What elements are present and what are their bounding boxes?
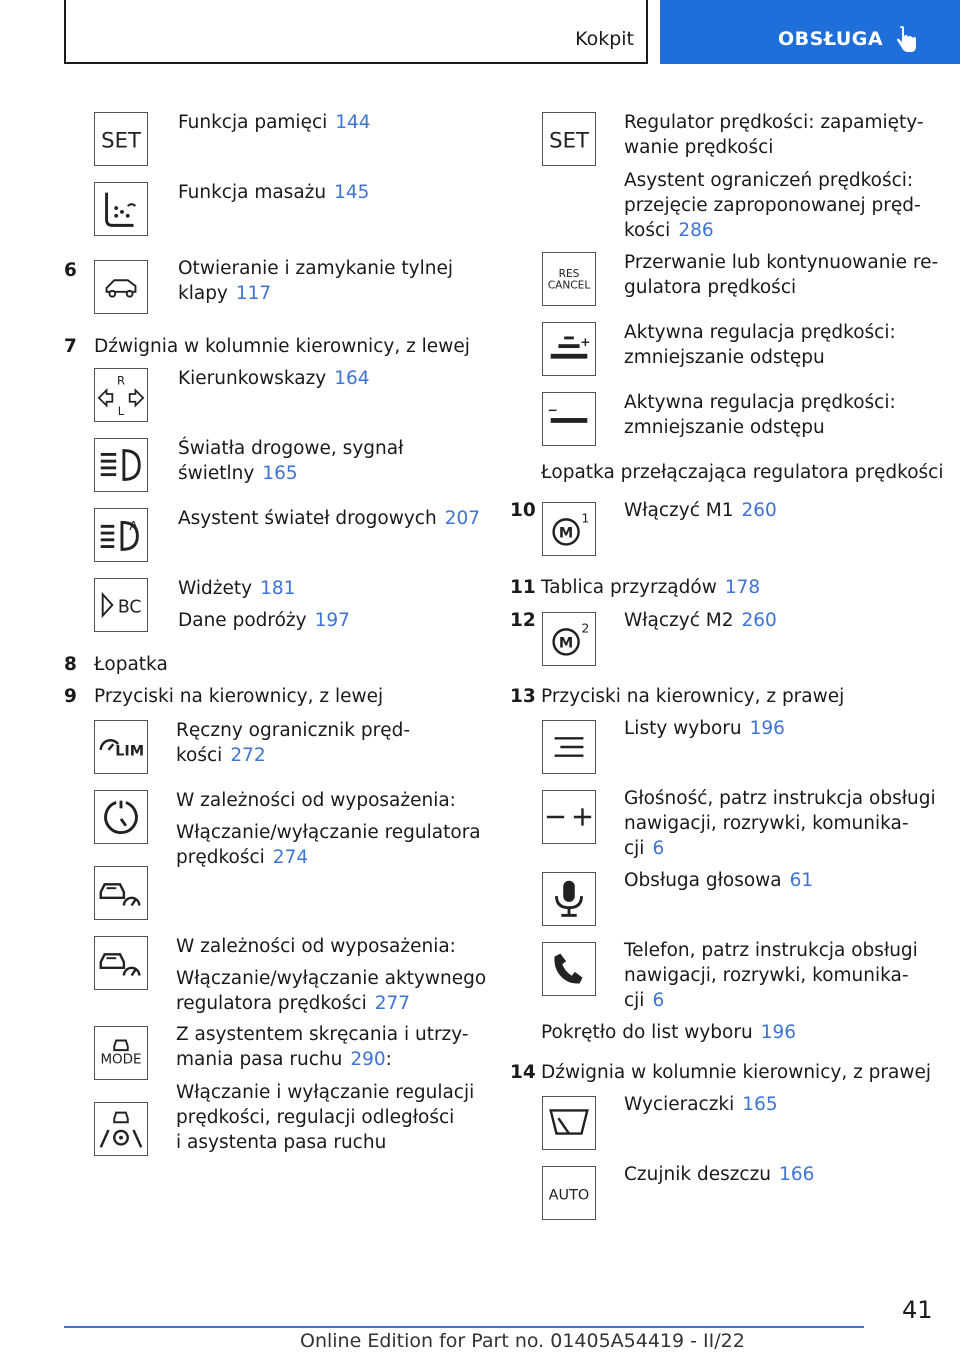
phone-line3: cji <box>624 990 645 1011</box>
speed-limit-assist-item <box>624 168 921 243</box>
distance-decrease-line2: zmniejszanie odstępu <box>624 347 825 368</box>
set-icon-text: SET <box>101 127 141 153</box>
memory-function-item <box>178 110 371 135</box>
phone-line2: nawigacji, rozrywki, komunika- <box>624 965 909 986</box>
m2-label: Włączyć M2 <box>624 610 734 631</box>
cruise-control-line1: W zależności od wyposażenia: <box>176 790 456 811</box>
mode-icon-text: MODE <box>100 1051 142 1068</box>
high-beam-item <box>178 436 403 486</box>
high-beam-assistant-label: Asystent świateł drogowych <box>178 508 437 529</box>
cruise-control-item <box>176 788 456 813</box>
set-button-icon <box>542 112 596 166</box>
cruise-control-icon <box>94 790 148 844</box>
high-beam-line2: świetlny <box>178 463 255 484</box>
trip-data-item <box>178 608 350 633</box>
m2-button-icon <box>542 612 596 666</box>
speed-limit-assist-line2: przejęcie zaproponowanej pręd- <box>624 195 921 216</box>
volume-line3: cji <box>624 838 645 859</box>
turn-signal-icon <box>94 368 148 422</box>
page-ref[interactable]: 290 <box>350 1049 386 1070</box>
high-beam-line1: Światła drogowe, sygnał <box>178 438 404 459</box>
speed-limiter-line2: kości <box>176 745 223 766</box>
page-ref[interactable]: 197 <box>314 610 350 631</box>
knob-item <box>541 1020 796 1045</box>
cruise-control-line2: Włączanie/wyłączanie regulatora <box>176 822 481 843</box>
item-number: 8 <box>64 654 77 675</box>
selection-list-label: Listy wyboru <box>624 718 742 739</box>
phone-line1: Telefon, patrz instrukcja obsługi <box>624 940 918 961</box>
lever-left-heading: Dźwignia w kolumnie kierownicy, z lewej <box>94 336 470 357</box>
rocker-heading: Łopatka przełączająca regulatora prędkości <box>541 462 944 483</box>
turn-signal-item <box>178 366 370 391</box>
page-ref[interactable]: 260 <box>741 500 777 521</box>
active-cruise-line1: W zależności od wyposażenia: <box>176 936 456 957</box>
instrument-cluster-label: Tablica przyrządów <box>541 577 717 598</box>
page-ref[interactable]: 178 <box>724 577 761 598</box>
item-number: 12 <box>510 610 536 631</box>
one-icon-text: 1 <box>581 510 590 526</box>
distance-minus-icon <box>542 392 596 446</box>
instrument-cluster-item <box>541 575 760 600</box>
voice-item <box>624 868 813 893</box>
selection-list-item <box>624 716 785 741</box>
volume-item <box>624 786 936 861</box>
tailgate-icon <box>94 260 148 314</box>
page-ref[interactable]: 196 <box>760 1022 797 1043</box>
header-section-title: Kokpit <box>575 28 634 50</box>
distance-decrease-item-2 <box>624 390 896 440</box>
r-icon-text: R <box>116 373 126 388</box>
two-icon-text: 2 <box>581 620 590 636</box>
lever-right-heading: Dźwignia w kolumnie kierownicy, z prawej <box>541 1062 932 1083</box>
rain-sensor-label: Czujnik deszczu <box>624 1164 772 1185</box>
distance-decrease-line1: Aktywna regulacja prędkości: <box>624 392 896 413</box>
set-button-icon <box>94 112 148 166</box>
active-cruise-line2: Włączanie/wyłączanie aktywnego <box>176 968 487 989</box>
page-ref[interactable]: 117 <box>235 283 272 304</box>
auto-icon-text: AUTO <box>548 1187 590 1204</box>
pointing-hand-icon <box>896 26 918 58</box>
voice-label: Obsługa głosowa <box>624 870 782 891</box>
res-cancel-icon <box>542 252 596 306</box>
page-ref[interactable]: 166 <box>779 1164 815 1185</box>
item-number: 6 <box>64 260 77 281</box>
massage-label: Funkcja masażu <box>178 182 327 203</box>
page-ref[interactable]: 260 <box>741 610 777 631</box>
distance-plus-icon <box>542 322 596 376</box>
cruise-store-item <box>624 110 924 160</box>
page-number: 41 <box>902 1296 933 1324</box>
m-icon-text: M <box>558 525 574 542</box>
rain-sensor-item <box>624 1162 814 1187</box>
page-ref[interactable]: 144 <box>335 112 371 133</box>
item-number: 11 <box>510 577 536 598</box>
wheel-right-heading: Przyciski na kierownicy, z prawej <box>541 686 845 707</box>
wheel-left-heading: Przyciski na kierownicy, z lewej <box>94 686 384 707</box>
a-icon-text: A <box>129 518 138 534</box>
active-cruise-line3: regulatora prędkości <box>176 993 367 1014</box>
set-icon-text: SET <box>549 127 589 153</box>
memory-function-label: Funkcja pamięci <box>178 112 328 133</box>
speed-limiter-line1: Ręczny ogranicznik pręd- <box>176 720 411 741</box>
high-beam-assistant-item <box>178 506 480 531</box>
m1-label: Włączyć M1 <box>624 500 734 521</box>
cruise-control-desc <box>176 820 481 870</box>
lane-mode-line2: mania pasa ruchu <box>176 1049 343 1070</box>
resume-line2: gulatora prędkości <box>624 277 797 298</box>
page-ref[interactable]: 196 <box>749 718 785 739</box>
lim-icon-text: LIM <box>115 743 145 760</box>
m1-button-icon <box>542 502 596 556</box>
item-number: 10 <box>510 500 536 521</box>
page-ref[interactable]: 277 <box>374 993 411 1014</box>
speed-limit-assist-line3: kości <box>624 220 671 241</box>
active-cruise-item <box>176 934 456 959</box>
page-ref[interactable]: 274 <box>272 847 309 868</box>
m2-item <box>624 608 777 633</box>
header-section-box <box>64 0 648 64</box>
page-ref[interactable]: 165 <box>262 463 298 484</box>
speed-limiter-item <box>176 718 410 768</box>
massage-item <box>178 180 369 205</box>
speed-limiter-icon <box>94 720 148 774</box>
mode-button-icon <box>94 1026 148 1080</box>
cancel-icon-text: CANCEL <box>547 279 591 292</box>
wiper-label: Wycieraczki <box>624 1094 735 1115</box>
page-ref[interactable]: 165 <box>742 1094 778 1115</box>
distance-decrease-item <box>624 320 896 370</box>
lane-control-item <box>176 1080 474 1155</box>
page-ref[interactable]: 181 <box>260 578 296 599</box>
resume-item <box>624 250 938 300</box>
phone-icon <box>542 942 596 996</box>
m1-item <box>624 498 777 523</box>
high-beam-icon <box>94 438 148 492</box>
lane-control-line1: Włączanie i wyłączanie regulacji <box>176 1082 475 1103</box>
distance-decrease-line2: zmniejszanie odstępu <box>624 417 825 438</box>
wiper-icon <box>542 1096 596 1150</box>
page-ref[interactable]: 61 <box>789 870 814 891</box>
seat-massage-icon <box>94 182 148 236</box>
volume-icon <box>542 790 596 844</box>
res-icon-text: RES <box>558 268 580 281</box>
auto-button-icon <box>542 1166 596 1220</box>
active-cruise-icon <box>94 936 148 990</box>
paddle-heading: Łopatka <box>94 654 168 675</box>
lane-control-line3: i asystenta pasa ruchu <box>176 1132 387 1153</box>
page-ref[interactable]: 6 <box>652 838 665 859</box>
header-chapter-tab <box>660 0 960 64</box>
page-ref[interactable]: 145 <box>334 182 370 203</box>
tailgate-item <box>178 256 453 306</box>
trip-data-label: Dane podróży <box>178 610 307 631</box>
phone-item <box>624 938 918 1013</box>
cruise-control-line3: prędkości <box>176 847 265 868</box>
lane-mode-line1: Z asystentem skręcania i utrzy- <box>176 1024 469 1045</box>
lane-control-line2: prędkości, regulacji odległości <box>176 1107 455 1128</box>
page-ref[interactable]: 164 <box>334 368 370 389</box>
widgets-label: Widżety <box>178 578 253 599</box>
knob-label: Pokrętło do list wyboru <box>541 1022 753 1043</box>
lane-assistant-icon <box>94 1102 148 1156</box>
footer-edition: Online Edition for Part no. 01405A54419 - II/22 <box>300 1330 745 1352</box>
widgets-item <box>178 576 295 601</box>
bc-button-icon <box>94 578 148 632</box>
page-ref[interactable]: 6 <box>652 990 665 1011</box>
page-ref[interactable]: 207 <box>444 508 481 529</box>
microphone-icon <box>542 872 596 926</box>
cruise-store-line2: wanie prędkości <box>624 137 774 158</box>
distance-decrease-line1: Aktywna regulacja prędkości: <box>624 322 896 343</box>
page-ref[interactable]: 286 <box>678 220 714 241</box>
cruise-store-line1: Regulator prędkości: zapamięty- <box>624 112 924 133</box>
page-ref[interactable]: 272 <box>230 745 266 766</box>
wiper-item <box>624 1092 778 1117</box>
bc-icon-text: BC <box>117 597 142 618</box>
list-icon <box>542 720 596 774</box>
speed-limit-assist-line1: Asystent ograniczeń prędkości: <box>624 170 914 191</box>
header-chapter-title: OBSŁUGA <box>778 28 884 50</box>
m-icon-text: M <box>558 635 574 652</box>
item-number: 9 <box>64 686 77 707</box>
active-cruise-desc <box>176 966 486 1016</box>
volume-line2: nawigacji, rozrywki, komunika- <box>624 813 909 834</box>
lane-mode-item <box>176 1022 469 1072</box>
tailgate-line1: Otwieranie i zamykanie tylnej <box>178 258 454 279</box>
turn-signal-label: Kierunkowskazy <box>178 368 327 389</box>
item-number: 14 <box>510 1062 536 1083</box>
l-icon-text: L <box>117 404 125 419</box>
volume-line1: Głośność, patrz instrukcja obsługi <box>624 788 936 809</box>
item-number: 7 <box>64 336 77 357</box>
item-number: 13 <box>510 686 536 707</box>
distance-cruise-icon <box>94 866 148 920</box>
tailgate-line2: klapy <box>178 283 228 304</box>
colon: : <box>385 1049 392 1070</box>
high-beam-assistant-icon <box>94 508 148 562</box>
footer-divider <box>64 1326 864 1328</box>
resume-line1: Przerwanie lub kontynuowanie re- <box>624 252 939 273</box>
